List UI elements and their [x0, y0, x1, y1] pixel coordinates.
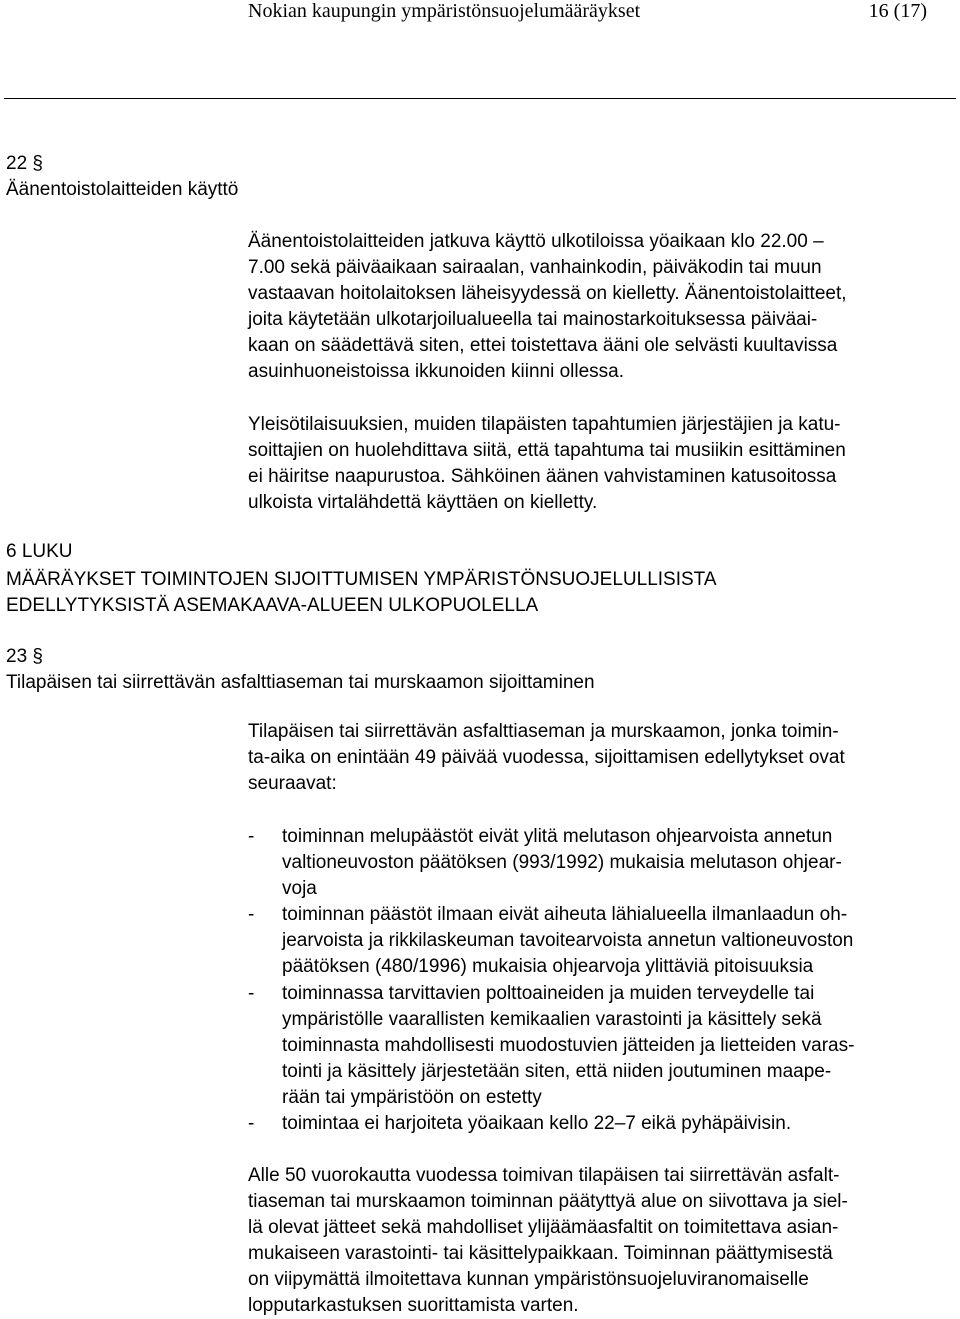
paragraph-line: ta-aika on enintään 49 päivää vuodessa, sijoittamisen edellytykset ovat: [248, 747, 845, 768]
list-item-line: toimintaa ei harjoiteta yöaikaan kello 22–7 eikä pyhäpäivisin.: [282, 1113, 792, 1134]
paragraph-line: lopputarkastuksen suorittamista varten.: [248, 1295, 579, 1316]
header-rule: [4, 98, 956, 99]
list-item-line: jearvoista ja rikkilaskeuman tavoitearvoista annetun valtioneuvoston: [282, 930, 854, 951]
chapter-6-heading: [6, 539, 717, 619]
document-title: Nokian kaupungin ympäristönsuojelumääräykset: [248, 0, 641, 22]
paragraph-line: seuraavat:: [248, 773, 337, 794]
list-item-line: rään tai ympäristöön on estetty: [282, 1087, 542, 1108]
paragraph-line: on viipymättä ilmoitettava kunnan ympäristönsuojeluviranomaiselle: [248, 1269, 809, 1290]
paragraph-line: Äänentoistolaitteiden jatkuva käyttö ulkotiloissa yöaikaan klo 22.00 –: [248, 231, 824, 252]
section-title: Äänentoistolaitteiden käyttö: [6, 179, 239, 200]
list-item: [248, 824, 954, 902]
section-22-heading: [6, 151, 238, 203]
section-number: 22 §: [6, 153, 43, 174]
section-23-heading: [6, 644, 595, 696]
list-dash: -: [248, 904, 255, 925]
paragraph-line: soittajien on huolehdittava siitä, että tapahtuma tai musiikin esittäminen: [248, 440, 846, 461]
paragraph-line: 7.00 sekä päiväaikaan sairaalan, vanhainkodin, päiväkodin tai muun: [248, 257, 822, 278]
list-item: [248, 1111, 954, 1137]
paragraph-line: lä olevat jätteet sekä mahdolliset ylijäämäasfaltit on toimitettava asian-: [248, 1217, 839, 1238]
section-22-paragraph-1: [248, 229, 954, 385]
list-item-line: tointi ja käsittely järjestetään siten, että niiden joutuminen maape-: [282, 1061, 832, 1082]
paragraph-line: mukaiseen varastointi- tai käsittelypaikkaan. Toiminnan päättymisestä: [248, 1243, 833, 1264]
paragraph-line: Yleisötilaisuuksien, muiden tilapäisten tapahtumien järjestäjien ja katu-: [248, 414, 841, 435]
list-item-line: toiminnan päästöt ilmaan eivät aiheuta lähialueella ilmanlaadun oh-: [282, 904, 848, 925]
list-item-line: toiminnan melupäästöt eivät ylitä melutason ohjearvoista annetun: [282, 826, 833, 847]
list-item-line: voja: [282, 878, 317, 899]
list-item-line: toiminnasta mahdollisesti muodostuvien jätteiden ja lietteiden varas-: [282, 1035, 855, 1056]
chapter-title-line: EDELLYTYKSISTÄ ASEMAKAAVA-ALUEEN ULKOPUOLELLA: [6, 595, 539, 616]
paragraph-line: ulkoista virtalähdettä käyttäen on kielletty.: [248, 492, 598, 513]
section-23-closing: [248, 1163, 954, 1319]
paragraph-line: joita käytetään ulkotarjoilualueella tai mainostarkoituksessa päiväai-: [248, 309, 818, 330]
page-number: 16 (17): [868, 0, 927, 22]
paragraph-line: kaan on säädettävä siten, ettei toistettava ääni ole selvästi kuultavissa: [248, 335, 838, 356]
paragraph-line: ei häiritse naapurustoa. Sähköinen äänen vahvistaminen katusoitossa: [248, 466, 837, 487]
paragraph-line: tiaseman tai murskaamon toiminnan päätyttyä alue on siivottava ja siel-: [248, 1191, 848, 1212]
list-item-line: päätöksen (480/1996) mukaisia ohjearvoja ylittäviä pitoisuuksia: [282, 956, 814, 977]
section-title: Tilapäisen tai siirrettävän asfalttiaseman tai murskaamon sijoittaminen: [6, 672, 595, 693]
paragraph-line: vastaavan hoitolaitoksen läheisyydessä on kielletty. Äänentoistolaitteet,: [248, 283, 847, 304]
list-item: [248, 981, 954, 1111]
section-23-intro: [248, 719, 954, 797]
page-header: [0, 0, 960, 40]
paragraph-line: Tilapäisen tai siirrettävän asfalttiaseman ja murskaamon, jonka toimin-: [248, 721, 839, 742]
section-number: 23 §: [6, 646, 43, 667]
section-22-paragraph-2: [248, 412, 954, 516]
list-dash: -: [248, 983, 255, 1004]
paragraph-line: Alle 50 vuorokautta vuodessa toimivan tilapäisen tai siirrettävän asfalt-: [248, 1165, 840, 1186]
list-dash: -: [248, 826, 255, 847]
list-item-line: ympäristölle vaarallisten kemikaalien varastointi ja käsittely sekä: [282, 1009, 822, 1030]
list-item-line: valtioneuvoston päätöksen (993/1992) mukaisia melutason ohjear-: [282, 852, 842, 873]
chapter-label: 6 LUKU: [6, 541, 73, 562]
list-item-line: toiminnassa tarvittavien polttoaineiden ja muiden terveydelle tai: [282, 983, 815, 1004]
chapter-title-line: MÄÄRÄYKSET TOIMINTOJEN SIJOITTUMISEN YMPÄRISTÖNSUOJELULLISISTA: [6, 569, 717, 590]
list-dash: -: [248, 1113, 255, 1134]
paragraph-line: asuinhuoneistoissa ikkunoiden kiinni ollessa.: [248, 361, 625, 382]
list-item: [248, 902, 954, 980]
